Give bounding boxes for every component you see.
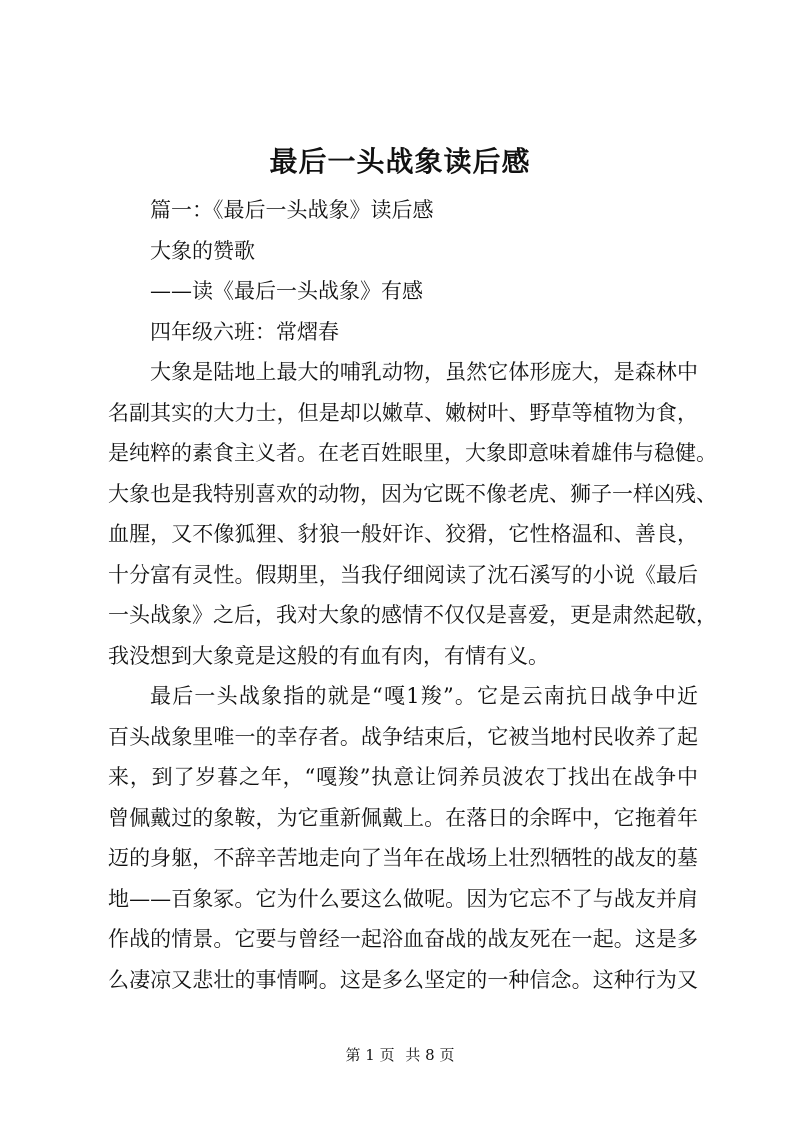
paragraph-line: 么凄凉又悲壮的事情啊。这是多么坚定的一种信念。这种行为又 (108, 967, 698, 992)
paragraph-2 (108, 676, 698, 1000)
paragraph-line: 百头战象里唯一的幸存者。战争结束后，它被当地村民收养了起 (108, 724, 698, 749)
paragraph-line: 是纯粹的素食主义者。在老百姓眼里，大象即意味着雄伟与稳健。 (108, 441, 717, 465)
paragraph-line: 曾佩戴过的象鞍，为它重新佩戴上。在落日的余晖中，它拖着年 (108, 805, 698, 830)
essay-subtitle: ——读《最后一头战象》有感 (150, 279, 423, 303)
section-heading: 篇一：《最后一头战象》读后感 (150, 198, 434, 222)
page-footer (0, 1045, 800, 1065)
paragraph-line: 我没想到大象竟是这般的有血有肉，有情有义。 (108, 643, 549, 668)
paragraph-line: 血腥，又不像狐狸、豺狼一般奸诈、狡猾，它性格温和、善良， (108, 522, 698, 546)
paragraph-line: 地——百象冢。它为什么要这么做呢。因为它忘不了与战友并肩 (108, 886, 698, 911)
essay-title: 大象的赞歌 (150, 238, 255, 263)
document-body (108, 190, 717, 1000)
page-total: 共 8 页 (405, 1046, 455, 1064)
paragraph-line: 大象是陆地上最大的哺乳动物，虽然它体形庞大，是森林中 (150, 360, 698, 384)
paragraph-line: 迈的身躯，不辞辛苦地走向了当年在战场上壮烈牺牲的战友的墓 (108, 846, 698, 870)
paragraph-line: 来，到了岁暮之年，“嘎羧”执意让饲养员波农丁找出在战争中 (108, 765, 698, 789)
paragraph-line: 一头战象》之后，我对大象的感情不仅仅是喜爱，更是肃然起敬， (108, 603, 717, 627)
author-line: 四年级六班：常熠春 (150, 319, 339, 344)
paragraph-line: 作战的情景。它要与曾经一起浴血奋战的战友死在一起。这是多 (108, 927, 698, 951)
paragraph-line: 十分富有灵性。假期里，当我仔细阅读了沈石溪写的小说《最后 (108, 562, 698, 587)
paragraph-line: 大象也是我特别喜欢的动物，因为它既不像老虎、狮子一样凶残、 (108, 481, 717, 506)
paragraph-line: 最后一头战象指的就是“嘎1羧”。它是云南抗日战争中近 (150, 684, 698, 708)
paragraph-line: 名副其实的大力士，但是却以嫩草、嫩树叶、野草等植物为食， (108, 400, 698, 425)
page-number: 第 1 页 (345, 1046, 395, 1064)
paragraph-1 (108, 352, 717, 676)
document-title: 最后一头战象读后感 (269, 145, 531, 178)
